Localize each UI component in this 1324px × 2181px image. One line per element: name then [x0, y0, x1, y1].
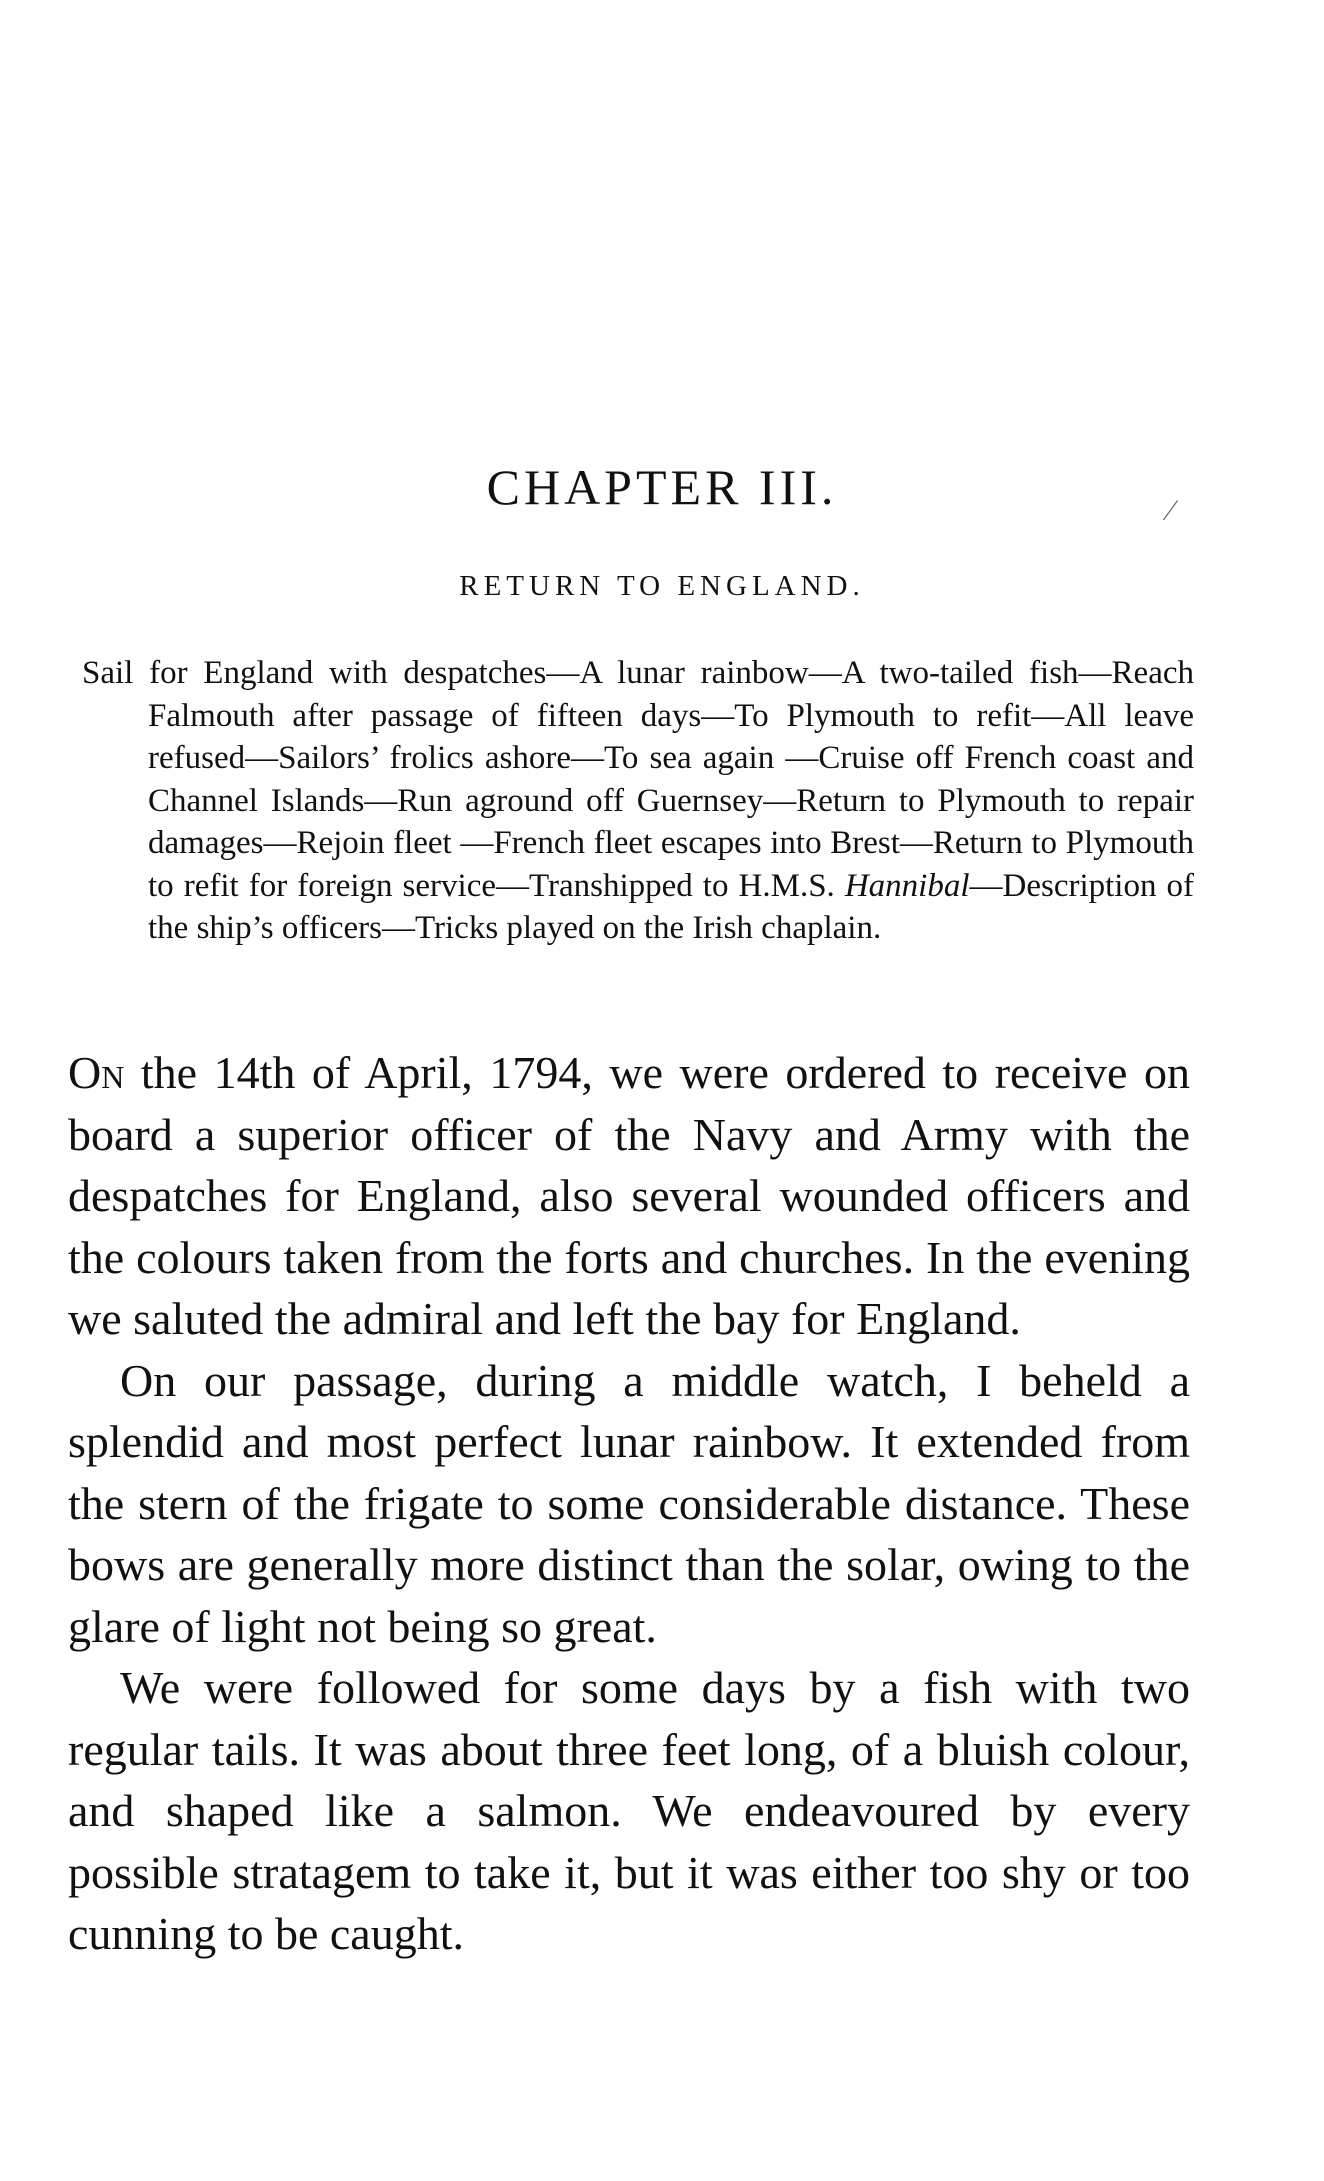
paragraph-lead-word: On — [68, 1047, 125, 1098]
paragraph-3: We were followed for some days by a fish with two regular tails. It was about three feet long, of a bluish colour, and shaped like a salmon. We endeavoured by every possible stratagem to take it, but it was either too shy or too cunning to be caught. — [68, 1662, 1190, 1959]
paragraph-2: On our passage, during a middle watch, I beheld a splendid and most perfect lunar rainbow. It extended from the stern of the frigate to some considerable distance. These bows are generally more distinct than the solar, owing to the glare of light not being so great. — [68, 1354, 1190, 1652]
paragraph-1-text: the 14th of April, 1794, we were ordered to receive on board a superior officer of the Navy and Army with the despatches for England, also several wounded officers and the colours taken from the forts and churches. In the evening we saluted the admiral and left the bay for England. — [68, 1047, 1190, 1344]
pencil-mark-icon: ⁄ — [1168, 494, 1174, 527]
ship-name: Hannibal — [844, 867, 970, 904]
chapter-subtitle: RETURN TO ENGLAND. — [459, 570, 865, 602]
synopsis-text-part-2: —Description of the ship’s officers—Tricks played on the Irish chaplain. — [148, 867, 1194, 946]
synopsis-text-part-1: Sail for England with despatches—A lunar rainbow—A two-tailed fish—Reach Falmouth after passage of fifteen days—To Plymouth to refit—All leave refused—Sailors’ frolics ashore—To sea again —Cruise off French coast and Channel Islands—Run aground off Guernsey—Return to Plymouth to repair damages—Rejoin fleet —French fleet escapes into Brest—Return to Plymouth to refit for foreign service—Transhipped to H.M.S. — [82, 655, 1194, 904]
paragraph-1 — [68, 1042, 1190, 1350]
chapter-body — [68, 1042, 1190, 1965]
chapter-title: CHAPTER III. — [486, 459, 838, 515]
chapter-synopsis — [82, 652, 1194, 950]
